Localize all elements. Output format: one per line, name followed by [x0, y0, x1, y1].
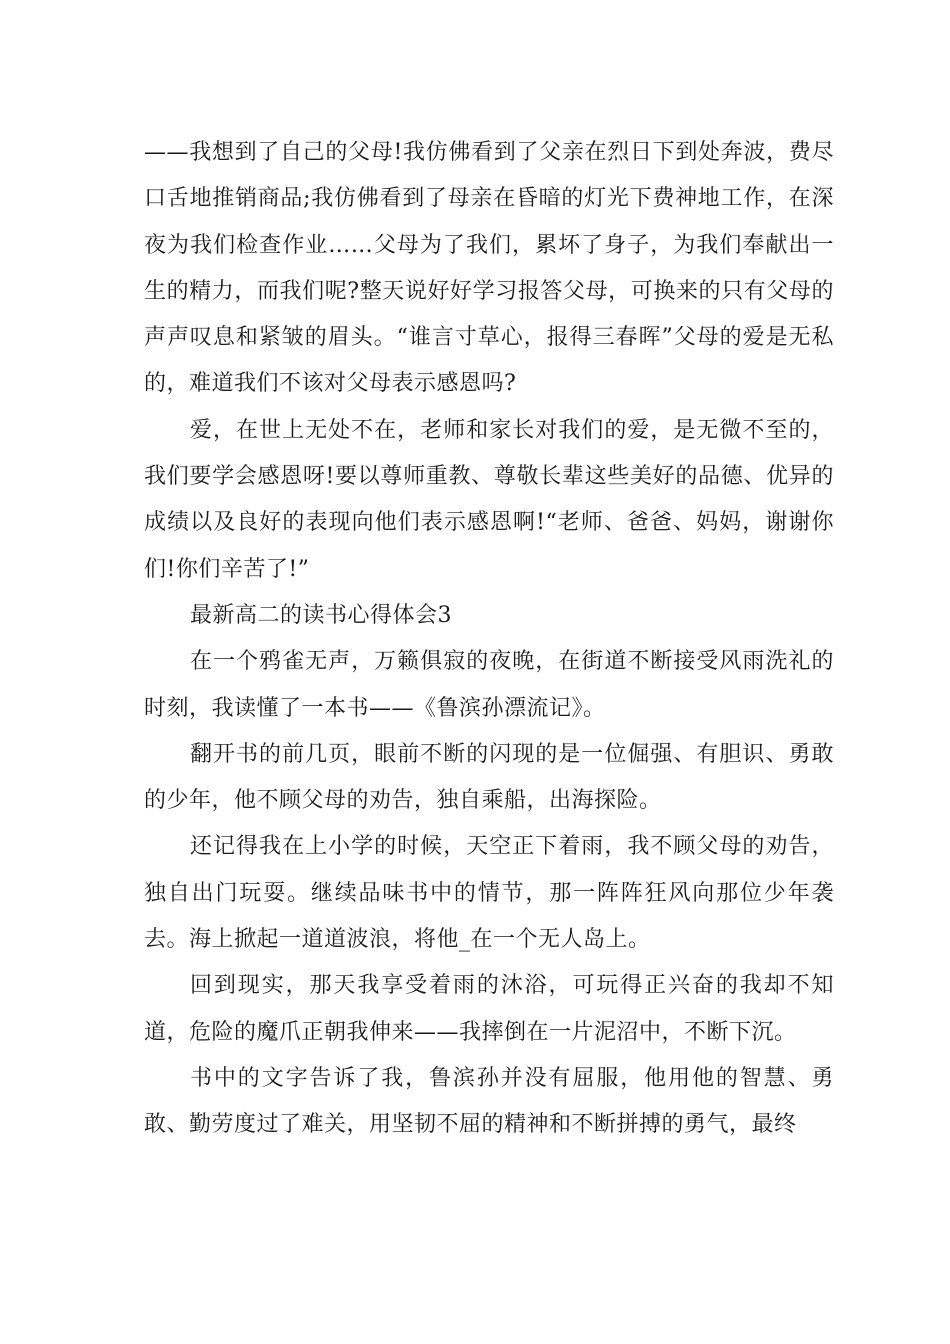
document-body: [144, 130, 834, 1149]
paragraph-childhood-memory: 还记得我在上小学的时候，天空正下着雨，我不顾父母的劝告，独自出门玩耍。继续品味书中的情节，那一阵阵狂风向那位少年袭去。海上掀起一道道波浪，将他_在一个无人岛上。: [144, 834, 834, 953]
paragraph-parents-love: ——我想到了自己的父母!我仿佛看到了父亲在烈日下到处奔波，费尽口舌地推销商品;我仿佛看到了母亲在昏暗的灯光下费神地工作，在深夜为我们检查作业……父母为了我们，累坏了身子，为我们奉献出一生的精力，而我们呢?整天说好好学习报答父母，可换来的只有父母的声声叹息和紧皱的眉头。“谁言寸草心，报得三春晖”父母的爱是无私的，难道我们不该对父母表示感恩吗?: [144, 140, 834, 397]
paragraph-night-reading: 在一个鸦雀无声，万籁俱寂的夜晚，在街道不断接受风雨洗礼的时刻，我读懂了一本书——《鲁滨孙漂流记》。: [144, 649, 834, 721]
paragraph-book-lesson: 书中的文字告诉了我，鲁滨孙并没有屈服，他用他的智慧、勇敢、勤劳度过了难关，用坚韧不屈的精神和不断拼搏的勇气，最终: [144, 1065, 834, 1138]
paragraph-back-to-reality: 回到现实，那天我享受着雨的沐浴，可玩得正兴奋的我却不知道，危险的魔爪正朝我伸来——我摔倒在一片泥沼中，不断下沉。: [144, 973, 834, 1045]
section-heading: 最新高二的读书心得体会3: [190, 602, 452, 628]
paragraph-gratitude: 爱，在世上无处不在，老师和家长对我们的爱，是无微不至的，我们要学会感恩呀!要以尊师重教、尊敬长辈这些美好的品德、优异的成绩以及良好的表现向他们表示感恩啊!“老师、爸爸、妈妈，谢谢你们!你们辛苦了!”: [144, 417, 834, 582]
paragraph-first-pages: 翻开书的前几页，眼前不断的闪现的是一位倔强、有胆识、勇敢的少年，他不顾父母的劝告，独自乘船，出海探险。: [144, 741, 834, 814]
